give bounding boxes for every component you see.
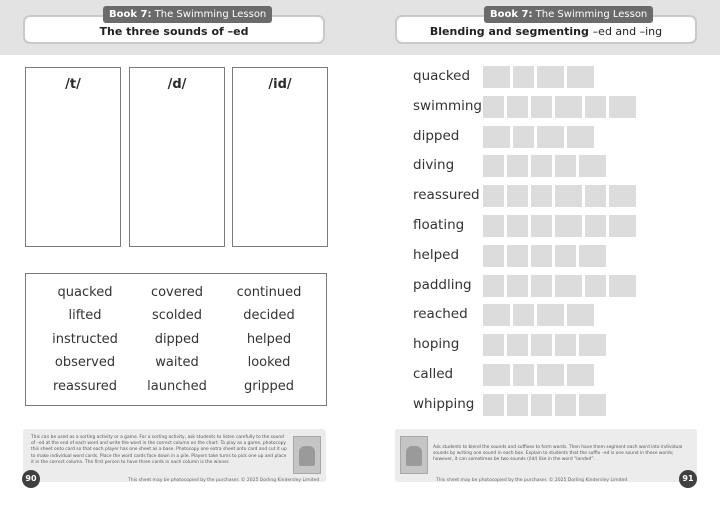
segment-box[interactable] [609, 275, 636, 297]
segment-box[interactable] [555, 394, 576, 416]
segment-box[interactable] [531, 275, 552, 297]
blend-word: diving [413, 157, 455, 174]
page-number-left: 90 [22, 470, 40, 488]
blend-word: hoping [413, 336, 460, 353]
segment-box[interactable] [483, 275, 504, 297]
sort-column-t[interactable] [25, 67, 121, 247]
segment-box[interactable] [567, 66, 594, 88]
blend-word: reached [413, 306, 468, 323]
left-book-tab-label: Book 7: [109, 9, 152, 20]
segment-box[interactable] [555, 96, 582, 118]
blend-word: floating [413, 217, 465, 233]
page-number-right: 91 [679, 470, 697, 488]
segment-box[interactable] [609, 215, 636, 237]
word-card[interactable]: quacked [57, 285, 113, 300]
segment-box[interactable] [555, 245, 576, 267]
word-card[interactable]: instructed [52, 332, 118, 347]
segment-box[interactable] [483, 394, 504, 416]
segment-box[interactable] [609, 185, 636, 207]
segment-box[interactable] [579, 334, 606, 356]
word-card[interactable]: continued [236, 285, 302, 300]
segment-box[interactable] [483, 126, 510, 148]
segment-box[interactable] [531, 215, 552, 237]
segment-box[interactable] [537, 364, 564, 386]
segment-box[interactable] [579, 155, 606, 177]
blend-word: called [413, 366, 454, 382]
word-card[interactable]: lifted [68, 308, 102, 323]
blend-word: reassured [413, 187, 480, 204]
word-card[interactable]: launched [147, 379, 207, 394]
segment-box[interactable] [507, 334, 528, 356]
left-copyright: This sheet may be photocopied by the purchaser. © 2025 Dorling Kindersley Limited [128, 478, 320, 483]
segment-box[interactable] [483, 304, 510, 326]
segment-box[interactable] [507, 394, 528, 416]
blend-word: quacked [413, 68, 471, 84]
segment-box[interactable] [531, 155, 552, 177]
segment-box[interactable] [483, 66, 510, 88]
segment-box[interactable] [537, 126, 564, 148]
segment-box[interactable] [555, 185, 582, 207]
right-title-light: –ed and –ing [592, 25, 663, 38]
segment-box[interactable] [483, 96, 504, 118]
segment-box[interactable] [531, 245, 552, 267]
blend-word: paddling [413, 276, 472, 293]
column-heading: /id/ [268, 77, 292, 92]
right-title-bold: Blending and segmenting [429, 25, 589, 38]
word-card[interactable]: dipped [154, 332, 200, 347]
blend-word: whipping [413, 395, 475, 412]
segment-box[interactable] [507, 245, 528, 267]
sort-column-id[interactable] [232, 67, 328, 247]
segment-box[interactable] [585, 185, 606, 207]
word-card[interactable]: gripped [244, 379, 294, 394]
book-cover-thumbnail [400, 436, 428, 474]
segment-box[interactable] [531, 394, 552, 416]
segment-box[interactable] [513, 126, 534, 148]
segment-box[interactable] [567, 126, 594, 148]
segment-box[interactable] [513, 304, 534, 326]
segment-box[interactable] [531, 96, 552, 118]
left-instructions-box [23, 429, 326, 482]
segment-box[interactable] [483, 155, 504, 177]
segment-box[interactable] [555, 215, 582, 237]
word-card[interactable]: helped [246, 332, 292, 347]
segment-box[interactable] [531, 334, 552, 356]
segment-box[interactable] [507, 275, 528, 297]
blend-word: swimming [413, 97, 483, 114]
segment-box[interactable] [513, 364, 534, 386]
segment-box[interactable] [483, 215, 504, 237]
word-card-grid [25, 273, 327, 406]
blend-word: helped [413, 246, 460, 263]
word-card[interactable]: covered [150, 285, 204, 300]
word-card[interactable]: reassured [52, 379, 118, 394]
segment-box[interactable] [555, 334, 576, 356]
left-book-tab-title: The Swimming Lesson [154, 9, 267, 20]
right-book-tab [484, 6, 653, 23]
column-heading: /t/ [65, 77, 81, 92]
segment-box[interactable] [579, 394, 606, 416]
segment-box[interactable] [567, 304, 594, 326]
left-book-tab [103, 6, 272, 23]
segment-box[interactable] [537, 66, 564, 88]
right-copyright: This sheet may be photocopied by the purchaser. © 2025 Dorling Kindersley Limited [436, 478, 628, 483]
word-card[interactable]: looked [247, 355, 291, 370]
book-cover-thumbnail [293, 436, 321, 474]
right-instructions-box [395, 429, 697, 482]
right-instructions-text: Ask students to blend the sounds and suffixes to form words. Then have them segment each word into individual sounds by writing one sound in each box. Explain to students that the suffix –ed is one sound in these words; however, it can sometimes be two sounds (/id/) like in the word “landed”. [433, 445, 683, 463]
segment-box[interactable] [507, 215, 528, 237]
blend-word: dipped [413, 127, 460, 144]
segment-box[interactable] [507, 185, 528, 207]
segment-box[interactable] [555, 155, 576, 177]
segment-box[interactable] [579, 245, 606, 267]
segment-box[interactable] [483, 185, 504, 207]
right-book-tab-title: The Swimming Lesson [535, 9, 648, 20]
word-card[interactable]: waited [155, 355, 199, 370]
segment-box[interactable] [483, 245, 504, 267]
segment-box[interactable] [609, 96, 636, 118]
word-card[interactable]: decided [243, 308, 295, 323]
column-heading: /d/ [167, 77, 187, 92]
segment-box[interactable] [513, 66, 534, 88]
segment-box[interactable] [555, 275, 582, 297]
right-page-title [397, 25, 695, 38]
segment-box[interactable] [507, 96, 528, 118]
left-instructions-text: This can be used as a sorting activity or a game. For a sorting activity, ask students to listen carefully to the sound of –ed at the end of each word and write the word in the correct column on the chart. To play as a game, photocopy this sheet onto card so that each player has one sheet as a base. Photocopy one extra sheet onto card and cut it up to make individual word cards. Place the word cards face down in a pile. Players take turns to pick one up and place it in the correct column. The first person to have three cards in each column is the winner. [31, 435, 287, 465]
segment-box[interactable] [531, 185, 552, 207]
sort-column-d[interactable] [129, 67, 225, 247]
left-page-title: The three sounds of –ed [99, 25, 249, 38]
segment-box[interactable] [585, 275, 606, 297]
word-card[interactable]: scolded [152, 308, 202, 323]
segment-box[interactable] [507, 155, 528, 177]
segment-box[interactable] [537, 304, 564, 326]
segment-box[interactable] [585, 96, 606, 118]
segment-box[interactable] [483, 364, 510, 386]
segment-box[interactable] [483, 334, 504, 356]
segment-box[interactable] [567, 364, 594, 386]
right-book-tab-label: Book 7: [490, 9, 533, 20]
word-card[interactable]: observed [54, 355, 116, 370]
segment-box[interactable] [585, 215, 606, 237]
